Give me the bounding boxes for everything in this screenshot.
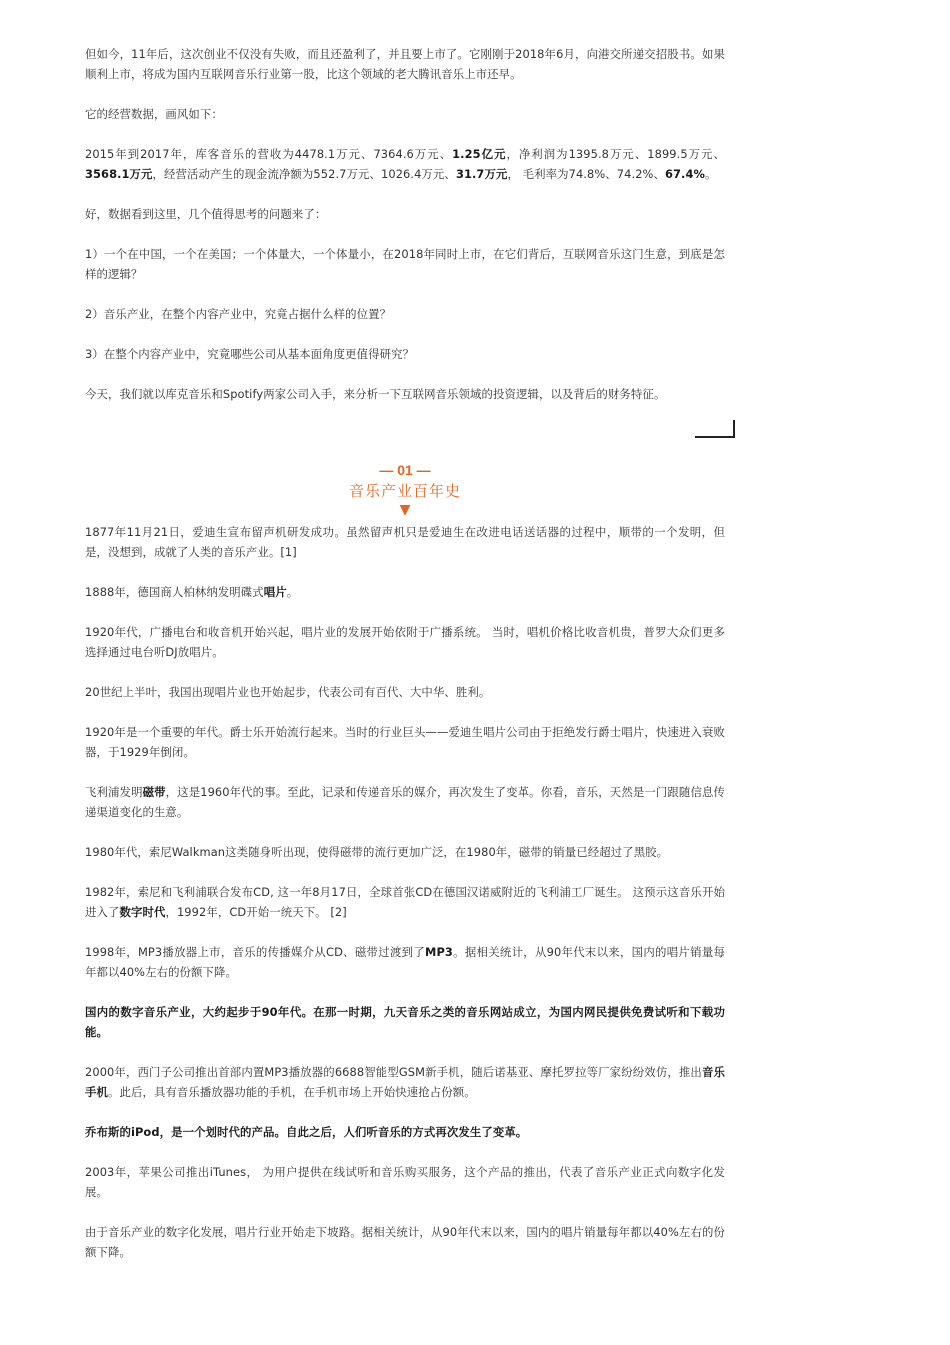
paragraph xyxy=(85,244,725,284)
paragraph-text: ，净利润为1395.8万元、1899.5万元、 xyxy=(506,147,725,161)
paragraph-text: 1920年代，广播电台和收音机开始兴起，唱片业的发展开始依附于广播系统。 当时，唱机价格比收音机贵，普罗大众们更多选择通过电台听DJ放唱片。 xyxy=(85,625,725,659)
history-section xyxy=(85,522,725,1262)
paragraph-text: 国内的数字音乐产业，大约起步于90年代。在那一时期，九天音乐之类的音乐网站成立，为国内网民提供免费试听和下载功能。 xyxy=(85,1005,725,1039)
paragraph xyxy=(85,582,725,602)
emphasis-text: 1.25亿元 xyxy=(452,147,507,161)
paragraph xyxy=(85,842,725,862)
paragraph-text: 1998年，MP3播放器上市，音乐的传播媒介从CD、磁带过渡到了 xyxy=(85,945,426,959)
paragraph-text: 由于音乐产业的数字化发展，唱片行业开始走下坡路。据相关统计，从90年代末以来，国内的唱片销量每年都以40%左右的份额下降。 xyxy=(85,1225,725,1259)
emphasis-text: 唱片 xyxy=(263,585,287,599)
paragraph-text: 今天，我们就以库克音乐和Spotify两家公司入手，来分析一下互联网音乐领域的投资逻辑，以及背后的财务特征。 xyxy=(85,387,666,401)
paragraph xyxy=(85,144,725,184)
paragraph-text: 1877年11月21日，爱迪生宣布留声机研发成功。虽然留声机只是爱迪生在改进电话送话器的过程中，顺带的一个发明，但是，没想到，成就了人类的音乐产业。[1] xyxy=(85,525,725,559)
emphasis-text: 数字时代 xyxy=(119,905,166,919)
paragraph-text: 飞利浦发明 xyxy=(85,785,143,799)
paragraph xyxy=(85,522,725,562)
section-heading xyxy=(85,460,725,518)
paragraph-text: 1980年代，索尼Walkman这类随身听出现，使得磁带的流行更加广泛，在1980年，磁带的销量已经超过了黑胶。 xyxy=(85,845,669,859)
paragraph xyxy=(85,1002,725,1042)
corner-mark xyxy=(695,420,735,438)
paragraph-text: 但如今，11年后，这次创业不仅没有失败，而且还盈利了，并且要上市了。它刚刚于2018年6月，向港交所递交招股书。如果顺利上市，将成为国内互联网音乐行业第一股，比这个领域的老大腾讯音乐上市还早。 xyxy=(85,47,725,81)
paragraph-text: 2015年到2017年，库客音乐的营收为4478.1万元、7364.6万元、 xyxy=(85,147,453,161)
paragraph xyxy=(85,344,725,364)
paragraph-text: 2）音乐产业，在整个内容产业中，究竟占据什么样的位置？ xyxy=(85,307,392,321)
emphasis-text: MP3 xyxy=(425,945,453,959)
paragraph xyxy=(85,1222,725,1262)
article xyxy=(85,44,725,1282)
paragraph-text: 1920年是一个重要的年代。爵士乐开始流行起来。当时的行业巨头——爱迪生唱片公司由于拒绝发行爵士唱片，快速进入衰败器，于1929年倒闭。 xyxy=(85,725,725,759)
paragraph xyxy=(85,682,725,702)
emphasis-text: 磁带 xyxy=(142,785,166,799)
paragraph-text: 好，数据看到这里，几个值得思考的问题来了： xyxy=(85,207,327,221)
paragraph xyxy=(85,304,725,324)
section-number: — 01 — xyxy=(379,462,431,478)
down-arrow-icon: ▼ xyxy=(399,502,411,518)
paragraph-text: ，1992年，CD开始一统天下。 [2] xyxy=(165,905,347,919)
paragraph xyxy=(85,1162,725,1202)
paragraph-text: 2000年，西门子公司推出首部内置MP3播放器的6688智能型GSM新手机，随后诺基亚、摩托罗拉等厂家纷纷效仿，推出 xyxy=(85,1065,702,1079)
paragraph-text: 。据相关统计，从90年代末以来，国内的唱片销量每年都以40%左右的份额下降。 xyxy=(85,945,725,979)
paragraph xyxy=(85,722,725,762)
paragraph xyxy=(85,204,725,224)
intro-section xyxy=(85,44,725,404)
paragraph-text: 。 xyxy=(286,585,299,599)
paragraph-text: 1888年，德国商人柏林纳发明碟式 xyxy=(85,585,264,599)
emphasis-text: 31.7万元 xyxy=(455,167,508,181)
paragraph-text: 乔布斯的iPod，是一个划时代的产品。自此之后，人们听音乐的方式再次发生了变革。 xyxy=(85,1125,528,1139)
paragraph xyxy=(85,882,725,922)
paragraph xyxy=(85,44,725,84)
paragraph xyxy=(85,622,725,662)
paragraph-text: 1982年，索尼和飞利浦联合发布CD, 这一年8月17日，全球首张CD在德国汉诺威附近的飞利浦工厂诞生。 这预示这音乐开始进入了 xyxy=(85,885,725,919)
paragraph-text: 。此后，具有音乐播放器功能的手机，在手机市场上开始快速抢占份额。 xyxy=(107,1085,476,1099)
section-divider xyxy=(85,420,725,446)
paragraph-text: 1）一个在中国，一个在美国；一个体量大，一个体量小，在2018年同时上市，在它们背后，互联网音乐这门生意，到底是怎样的逻辑？ xyxy=(85,247,725,281)
paragraph xyxy=(85,104,725,124)
paragraph xyxy=(85,1122,725,1142)
paragraph-text: 2003年，苹果公司推出iTunes， 为用户提供在线试听和音乐购买服务，这个产品的推出，代表了音乐产业正式向数字化发展。 xyxy=(85,1165,725,1199)
paragraph-text: 。 xyxy=(705,167,717,181)
paragraph-text: ， 毛利率为74.8%、74.2%、 xyxy=(507,167,665,181)
paragraph xyxy=(85,942,725,982)
paragraph-text: 3）在整个内容产业中，究竟哪些公司从基本面角度更值得研究？ xyxy=(85,347,415,361)
section-title: 音乐产业百年史 xyxy=(348,482,461,500)
paragraph xyxy=(85,782,725,822)
emphasis-text: 音乐手机 xyxy=(85,1065,725,1099)
emphasis-text: 3568.1万元 xyxy=(85,167,153,181)
emphasis-text: 67.4% xyxy=(664,167,705,181)
paragraph-text: 20世纪上半叶，我国出现唱片业也开始起步，代表公司有百代、大中华、胜利。 xyxy=(85,685,491,699)
paragraph xyxy=(85,384,725,404)
paragraph-text: ，这是1960年代的事。至此，记录和传递音乐的媒介，再次发生了变革。你看，音乐，天然是一门跟随信息传递渠道变化的生意。 xyxy=(85,785,725,819)
paragraph-text: 它的经营数据，画风如下： xyxy=(85,107,223,121)
paragraph-text: ，经营活动产生的现金流净额为552.7万元、1026.4万元、 xyxy=(152,167,456,181)
paragraph xyxy=(85,1062,725,1102)
